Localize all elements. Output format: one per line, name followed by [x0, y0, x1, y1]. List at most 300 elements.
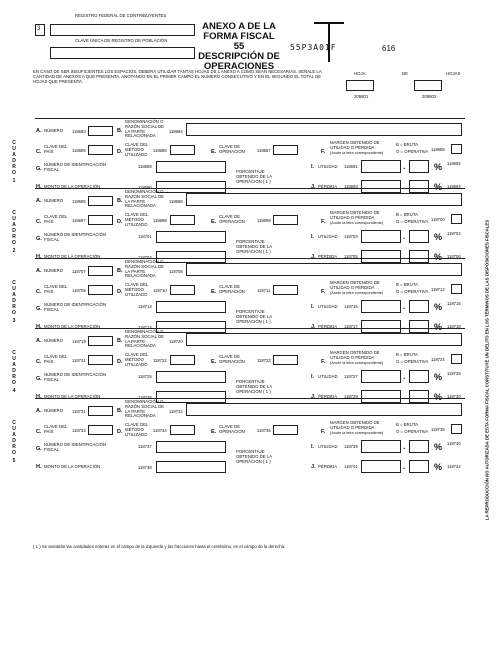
title-line-2: FORMA FISCAL 55 [203, 31, 275, 52]
sec1-utilidad-pct: % [434, 162, 443, 172]
sec5-porcentaje-label: PORCENTAJE OBTENIDO DE LA OPERACIÓN ( 1 ) [236, 449, 272, 464]
sec2-letter-d: D. [117, 219, 123, 225]
sec2-utilidad-dot: . [403, 232, 406, 241]
sec5-letter-d: D. [117, 429, 123, 435]
sec3-letter-e: E. [211, 289, 217, 295]
sec5-numero-field[interactable] [88, 406, 113, 416]
sec2-perdida-pct: % [434, 252, 443, 262]
sec1-num-identificacion-label: NÚMERO DE IDENTIFICACIÓN FISCAL [44, 162, 107, 172]
sec2-clave-pais-label: CLAVE DEL PAÍS [44, 214, 68, 224]
sec1-code-e: 118687 [257, 148, 271, 153]
cuadro-letter: A [12, 362, 16, 368]
sec3-numero-field[interactable] [88, 266, 113, 276]
cuadro-letter: O [12, 310, 16, 316]
rfc-field[interactable] [50, 24, 195, 36]
sec5-numero-label: NÚMERO [44, 408, 64, 413]
form-number: 616 [382, 44, 396, 53]
sec4-code-e: 118723 [257, 358, 271, 363]
title-line-4: OPERACIONES [203, 61, 275, 72]
sec4-utilidad-pct: % [434, 372, 443, 382]
sec4-utilidad-int-field[interactable] [361, 370, 401, 383]
sec3-utilidad-pct: % [434, 302, 443, 312]
sec5-bruta-label: B = BRUTA [396, 422, 419, 427]
rfc-label: REGISTRO FEDERAL DE CONTRIBUYENTES [75, 13, 167, 18]
sec5-code-g: 118737 [138, 444, 152, 449]
sec5-code-e: 118735 [257, 428, 271, 433]
sec1-letter-d: D. [117, 149, 123, 155]
sec2-clave-metodo-field[interactable] [170, 215, 195, 225]
cuadro-number: 1 [12, 178, 16, 184]
sec2-utilidad-int-field[interactable] [361, 230, 401, 243]
sec2-letter-a: A. [36, 198, 42, 204]
sec4-code-i: 118727 [344, 374, 358, 379]
sec3-clave-metodo-label: CLAVE DEL MÉTODO UTILIZADO [125, 282, 149, 297]
sec5-perdida-label: PÉRDIDA [318, 464, 338, 469]
sec4-code-g: 118725 [138, 374, 152, 379]
sec4-clave-metodo-field[interactable] [170, 355, 195, 365]
sec4-clave-operacion-field[interactable] [273, 355, 298, 365]
sec2-margen-label: MARGEN OBTENIDO DE UTILIDAD O PÉRDIDA [330, 210, 380, 220]
sec2-letter-i: I. [311, 234, 315, 240]
sec2-perdida-int-field[interactable] [361, 250, 401, 263]
cuadro-letter: O [12, 240, 16, 246]
sec2-numero-field[interactable] [88, 196, 113, 206]
cuadro-letter: C [12, 280, 16, 286]
sec1-margen-field[interactable] [451, 144, 462, 154]
sec1-utilidad-frac-field[interactable] [409, 160, 429, 173]
footnote: ( 1 ) Se anotarán las cantidades enteras en el campo de la izquierda y las fracciones hasta el centésimo, en el campo de la derecha. [33, 544, 286, 549]
cuadro-letter: O [12, 380, 16, 386]
sec1-code-i2: 118692 [447, 161, 461, 166]
sec3-utilidad-int-field[interactable] [361, 300, 401, 313]
sec4-clave-operacion-label: CLAVE DE OPERACIÓN [219, 354, 245, 364]
sec3-letter-h: H. [36, 324, 42, 330]
sec2-margen-field[interactable] [451, 214, 462, 224]
sec1-letter-e: E. [211, 149, 217, 155]
sec1-letter-h: H. [36, 184, 42, 190]
sec1-code-j2: 118694 [447, 184, 461, 189]
sec2-code-i: 118703 [344, 234, 358, 239]
cuadro-letter: A [12, 432, 16, 438]
sec4-num-identificacion-label: NÚMERO DE IDENTIFICACIÓN FISCAL [44, 372, 107, 382]
sec1-num-identificacion-field[interactable] [156, 161, 226, 173]
sec4-code-c: 118721 [72, 358, 86, 363]
sec4-letter-a: A. [36, 338, 42, 344]
sec5-letter-g: G. [36, 446, 42, 452]
sec5-letter-h: H. [36, 464, 42, 470]
sec3-perdida-pct: % [434, 322, 443, 332]
sec4-clave-metodo-label: CLAVE DEL MÉTODO UTILIZADO [125, 352, 149, 367]
sec4-letter-d: D. [117, 359, 123, 365]
sec3-letter-j: J. [311, 324, 316, 330]
sec4-perdida-label: PÉRDIDA [318, 394, 338, 399]
sec4-code-d: 118722 [153, 358, 167, 363]
sec1-perdida-label: PÉRDIDA [318, 184, 338, 189]
sec3-operativa-label: O = OPERATIVA [396, 289, 429, 294]
sec3-code-i2: 118716 [447, 301, 461, 306]
sec2-monto-label: MONTO DE LA OPERACIÓN [44, 254, 101, 259]
sec1-letter-c: C. [36, 149, 42, 155]
sec3-utilidad-frac-field[interactable] [409, 300, 429, 313]
sec2-num-identificacion-label: NÚMERO DE IDENTIFICACIÓN FISCAL [44, 232, 107, 242]
title-line-1: ANEXO A DE LA [202, 21, 276, 32]
sec1-clave-pais-label: CLAVE DEL PAÍS [44, 144, 68, 154]
sec2-utilidad-pct: % [434, 232, 443, 242]
sec2-perdida-dot: . [403, 252, 406, 261]
sec2-code-b: 118696 [169, 199, 183, 204]
sec2-code-a: 118695 [72, 199, 86, 204]
sec4-monto-label: MONTO DE LA OPERACIÓN [44, 394, 101, 399]
cuadro-letter: D [12, 228, 16, 234]
sec5-utilidad-int-field[interactable] [361, 440, 401, 453]
sec5-letter-j: J. [311, 464, 316, 470]
cuadro-letter: C [12, 420, 16, 426]
sec4-num-identificacion-field[interactable] [156, 371, 226, 383]
sec3-clave-metodo-field[interactable] [170, 285, 195, 295]
sec4-utilidad-frac-field[interactable] [409, 370, 429, 383]
sec1-clave-operacion-label: CLAVE DE OPERACIÓN [219, 144, 245, 154]
sec3-denominacion-label: DENOMINACIÓN O RAZÓN SOCIAL DE LA PARTE RELACIONADA [125, 259, 164, 279]
sec2-code-e: 118699 [257, 218, 271, 223]
cuadro-letter: U [12, 286, 16, 292]
sec2-cuadro-label [9, 210, 19, 254]
sec5-clave-pais-label: CLAVE DEL PAÍS [44, 424, 68, 434]
sec1-numero-field[interactable] [88, 126, 113, 136]
sec5-utilidad-pct: % [434, 442, 443, 452]
sec2-top-rule [35, 188, 465, 189]
sec2-perdida-frac-field[interactable] [409, 250, 429, 263]
sec1-monto-label: MONTO DE LA OPERACIÓN [44, 184, 101, 189]
sec1-perdida-int-field[interactable] [361, 180, 401, 193]
sec4-utilidad-dot: . [403, 372, 406, 381]
cuadro-letter: D [12, 368, 16, 374]
sec1-code-f: 118688 [431, 147, 445, 152]
sec2-clave-pais-field[interactable] [88, 215, 113, 225]
sec1-perdida-frac-field[interactable] [409, 180, 429, 193]
sec1-letter-g: G. [36, 166, 42, 172]
sec1-operativa-label: O = OPERATIVA [396, 149, 429, 154]
sec5-cuadro-label [9, 420, 19, 464]
sec3-cuadro-label [9, 280, 19, 324]
sec5-utilidad-label: UTILIDAD [318, 444, 338, 449]
sec3-porcentaje-label: PORCENTAJE OBTENIDO DE LA OPERACIÓN ( 1 ) [236, 309, 272, 324]
sec3-letter-d: D. [117, 289, 123, 295]
hoja-label: HOJA [354, 71, 366, 76]
cuadro-letter: U [12, 426, 16, 432]
sec2-clave-operacion-field[interactable] [273, 215, 298, 225]
sec1-utilidad-int-field[interactable] [361, 160, 401, 173]
sec3-letter-f: F. [321, 289, 326, 295]
sec3-code-j2: 118718 [447, 324, 461, 329]
sec5-code-j: 118741 [344, 464, 358, 469]
sec3-code-e: 118711 [257, 288, 271, 293]
sec5-operativa-label: O = OPERATIVA [396, 429, 429, 434]
sec2-code-j: 118705 [344, 254, 358, 259]
sec4-utilidad-label: UTILIDAD [318, 374, 338, 379]
sec5-clave-pais-field[interactable] [88, 425, 113, 435]
sec1-code-a: 118683 [72, 129, 86, 134]
sec5-code-j2: 118742 [447, 464, 461, 469]
sec3-clave-operacion-label: CLAVE DE OPERACIÓN [219, 284, 245, 294]
sec3-num-identificacion-label: NÚMERO DE IDENTIFICACIÓN FISCAL [44, 302, 107, 312]
sec1-letter-f: F. [321, 149, 326, 155]
sec4-code-j: 118729 [344, 394, 358, 399]
cuadro-letter: A [12, 222, 16, 228]
cuadro-letter: C [12, 210, 16, 216]
sec2-letter-f: F. [321, 219, 326, 225]
sec3-perdida-label: PÉRDIDA [318, 324, 338, 329]
sec4-letter-j: J. [311, 394, 316, 400]
hoja-field[interactable] [346, 80, 374, 91]
sec3-letter-a: A. [36, 268, 42, 274]
cuadro-letter: U [12, 356, 16, 362]
title-line-3: DESCRIPCIÓN DE [198, 51, 280, 62]
sec5-monto-label: MONTO DE LA OPERACIÓN [44, 464, 101, 469]
sec2-letter-e: E. [211, 219, 217, 225]
sec5-clave-operacion-label: CLAVE DE OPERACIÓN [219, 424, 245, 434]
side-legend [477, 160, 497, 580]
sec4-denominacion-label: DENOMINACIÓN O RAZÓN SOCIAL DE LA PARTE RELACIONADA [125, 329, 164, 349]
cuadro-letter: U [12, 146, 16, 152]
sec3-margen-note: (Anote la letra correspondiente) [330, 291, 384, 295]
de-label: DE [402, 71, 408, 76]
sec1-code-c: 118685 [72, 148, 86, 153]
sec1-porcentaje-label: PORCENTAJE OBTENIDO DE LA OPERACIÓN ( 1 ) [236, 169, 272, 184]
sec5-denominacion-label: DENOMINACIÓN O RAZÓN SOCIAL DE LA PARTE RELACIONADA [125, 399, 164, 419]
cuadro-number: 3 [12, 318, 16, 324]
sec3-perdida-frac-field[interactable] [409, 320, 429, 333]
sec2-letter-c: C. [36, 219, 42, 225]
sec3-clave-operacion-field[interactable] [273, 285, 298, 295]
sec1-letter-a: A. [36, 128, 42, 134]
sec5-perdida-frac-field[interactable] [409, 460, 429, 473]
sec4-operativa-label: O = OPERATIVA [396, 359, 429, 364]
sec2-code-d: 118698 [153, 218, 167, 223]
sec4-clave-pais-label: CLAVE DEL PAÍS [44, 354, 68, 364]
cuadro-number: 4 [12, 388, 16, 394]
cuadro-letter: D [12, 158, 16, 164]
sec2-utilidad-label: UTILIDAD [318, 234, 338, 239]
hojas-field[interactable] [414, 80, 442, 91]
sec2-letter-j: J. [311, 254, 316, 260]
sec3-code-i: 118715 [344, 304, 358, 309]
sec1-utilidad-dot: . [403, 162, 406, 171]
sec3-code-b: 118708 [169, 269, 183, 274]
sec4-porcentaje-label: PORCENTAJE OBTENIDO DE LA OPERACIÓN ( 1 ) [236, 379, 272, 394]
curp-label: CLAVE ÚNICA DE REGISTRO DE POBLACIÓN [75, 38, 168, 43]
sec5-code-a: 118731 [72, 409, 86, 414]
sec5-letter-b: B. [117, 408, 123, 414]
sec5-margen-label: MARGEN OBTENIDO DE UTILIDAD O PÉRDIDA [330, 420, 380, 430]
sec5-code-b: 118732 [169, 409, 183, 414]
sec4-code-a: 118719 [72, 339, 86, 344]
sec5-num-identificacion-field[interactable] [156, 441, 226, 453]
sec1-code-j: 118693 [344, 184, 358, 189]
sec5-denominacion-field[interactable] [186, 403, 462, 416]
sec4-letter-h: H. [36, 394, 42, 400]
sec3-margen-field[interactable] [451, 284, 462, 294]
sec3-code-h: 118714 [138, 325, 152, 330]
sec2-num-identificacion-field[interactable] [156, 231, 226, 243]
sec1-code-h: 118690 [138, 185, 152, 190]
sec2-denominacion-field[interactable] [186, 193, 462, 206]
hojas-code: 205802 [422, 94, 437, 99]
sec4-letter-f: F. [321, 359, 326, 365]
sec5-letter-f: F. [321, 429, 326, 435]
sec5-letter-e: E. [211, 429, 217, 435]
sec2-numero-label: NÚMERO [44, 198, 64, 203]
cuadro-letter: D [12, 438, 16, 444]
sec1-denominacion-label: DENOMINACIÓN O RAZÓN SOCIAL DE LA PARTE RELACIONADA [125, 119, 164, 139]
sec3-denominacion-field[interactable] [186, 263, 462, 276]
sec4-letter-g: G. [36, 376, 42, 382]
sec4-code-f: 118724 [431, 357, 445, 362]
sec4-perdida-int-field[interactable] [361, 390, 401, 403]
sec1-code-d: 118686 [153, 148, 167, 153]
sec1-letter-b: B. [117, 128, 123, 134]
sec5-letter-a: A. [36, 408, 42, 414]
sec1-clave-operacion-field[interactable] [273, 145, 298, 155]
sec4-code-i2: 118728 [447, 371, 461, 376]
sec4-numero-label: NÚMERO [44, 338, 64, 343]
t-mark-vertical [328, 22, 330, 62]
sec3-perdida-int-field[interactable] [361, 320, 401, 333]
sec4-letter-e: E. [211, 359, 217, 365]
sec3-code-f: 118712 [431, 287, 445, 292]
sec5-clave-operacion-field[interactable] [273, 425, 298, 435]
sec2-code-g: 118701 [138, 234, 152, 239]
sec3-numero-label: NÚMERO [44, 268, 64, 273]
sec1-code-b: 118684 [169, 129, 183, 134]
sec2-utilidad-frac-field[interactable] [409, 230, 429, 243]
sec1-top-rule [35, 118, 465, 119]
sec4-code-h: 118726 [138, 395, 152, 400]
sec1-perdida-dot: . [403, 182, 406, 191]
sec5-margen-note: (Anote la letra correspondiente) [330, 431, 384, 435]
sec4-letter-c: C. [36, 359, 42, 365]
sec3-letter-c: C. [36, 289, 42, 295]
sec1-letter-j: J. [311, 184, 316, 190]
sec3-code-d: 118710 [153, 288, 167, 293]
cuadro-letter: R [12, 164, 16, 170]
cuadro-letter: R [12, 234, 16, 240]
sec3-code-g: 118713 [138, 304, 152, 309]
sec3-letter-i: I. [311, 304, 315, 310]
sec1-utilidad-label: UTILIDAD [318, 164, 338, 169]
sec1-code-i: 118691 [344, 164, 358, 169]
sec5-code-i2: 118740 [447, 441, 461, 446]
hojas-label: HOJAS [446, 71, 461, 76]
form-title [198, 22, 280, 72]
cuadro-number: 5 [12, 458, 16, 464]
sec3-letter-b: B. [117, 268, 123, 274]
sec5-perdida-int-field[interactable] [361, 460, 401, 473]
sec4-code-b: 118720 [169, 339, 183, 344]
sec5-monto-field[interactable] [156, 461, 226, 473]
sec4-clave-pais-field[interactable] [88, 355, 113, 365]
sec2-clave-metodo-label: CLAVE DEL MÉTODO UTILIZADO [125, 212, 149, 227]
sec4-letter-b: B. [117, 338, 123, 344]
sec5-clave-metodo-field[interactable] [170, 425, 195, 435]
sec1-clave-pais-field[interactable] [88, 145, 113, 155]
sec2-margen-note: (Anote la letra correspondiente) [330, 221, 384, 225]
sec4-margen-field[interactable] [451, 354, 462, 364]
sec4-denominacion-field[interactable] [186, 333, 462, 346]
sec2-denominacion-label: DENOMINACIÓN O RAZÓN SOCIAL DE LA PARTE RELACIONADA [125, 189, 164, 209]
sec3-monto-label: MONTO DE LA OPERACIÓN [44, 324, 101, 329]
sec2-code-i2: 118704 [447, 231, 461, 236]
sec3-bruta-label: B = BRUTA [396, 282, 419, 287]
page-number: 3 [37, 26, 41, 32]
sec1-bruta-label: B = BRUTA [396, 142, 419, 147]
sec4-numero-field[interactable] [88, 336, 113, 346]
sec1-denominacion-field[interactable] [186, 123, 462, 136]
sec2-code-j2: 118706 [447, 254, 461, 259]
sec3-code-j: 118717 [344, 324, 358, 329]
sec1-clave-metodo-field[interactable] [170, 145, 195, 155]
curp-field[interactable] [50, 47, 195, 59]
cuadro-letter: R [12, 374, 16, 380]
sec5-utilidad-dot: . [403, 442, 406, 451]
sec2-perdida-label: PÉRDIDA [318, 254, 338, 259]
sec2-letter-b: B. [117, 198, 123, 204]
cuadro-letter: A [12, 292, 16, 298]
sec5-code-i: 118739 [344, 444, 358, 449]
sec5-top-rule [35, 398, 465, 399]
sec4-perdida-pct: % [434, 392, 443, 402]
sec2-code-f: 118700 [431, 217, 445, 222]
sec2-letter-g: G. [36, 236, 42, 242]
sec2-bruta-label: B = BRUTA [396, 212, 419, 217]
sec3-utilidad-label: UTILIDAD [318, 304, 338, 309]
sec3-code-a: 118707 [72, 269, 86, 274]
sec1-clave-metodo-label: CLAVE DEL MÉTODO UTILIZADO [125, 142, 149, 157]
cuadro-letter: O [12, 170, 16, 176]
side-legend-text: LA REPRODUCCIÓN NO AUTORIZADA DE ESTA FORMA FISCAL CONSTITUYE UN DELITO EN LOS TÉRMINOS DE LAS DISPOSICIONES FISCALES [484, 219, 490, 521]
sec5-num-identificacion-label: NÚMERO DE IDENTIFICACIÓN FISCAL [44, 442, 107, 452]
sec5-code-f: 118736 [431, 427, 445, 432]
sec4-perdida-dot: . [403, 392, 406, 401]
sec4-bruta-label: B = BRUTA [396, 352, 419, 357]
cuadro-letter: R [12, 304, 16, 310]
sec4-perdida-frac-field[interactable] [409, 390, 429, 403]
cuadro-letter: C [12, 350, 16, 356]
sec3-perdida-dot: . [403, 322, 406, 331]
cuadro-letter: R [12, 444, 16, 450]
sec1-letter-i: I. [311, 164, 315, 170]
sec4-top-rule [35, 328, 465, 329]
sec2-code-h: 118702 [138, 255, 152, 260]
sec1-numero-label: NÚMERO [44, 128, 64, 133]
sec1-cuadro-label [9, 140, 19, 184]
sec4-margen-note: (Anote la letra correspondiente) [330, 361, 384, 365]
sec3-utilidad-dot: . [403, 302, 406, 311]
sec5-letter-i: I. [311, 444, 315, 450]
sec3-num-identificacion-field[interactable] [156, 301, 226, 313]
sec2-letter-h: H. [36, 254, 42, 260]
instructions-text: EN CASO DE SER INSUFICIENTES LOS ESPACIOS, DEBERÁ UTILIZAR TANTAS HOJAS DE L ANEXO A COMO SEAN NECESARIAS. SEÑALE LA CANTIDAD DE ANEXOS A QUE PRESENTA, ANOTANDO EN EL PRIMER CAMPO EL NÚMERO CONSECUTIVO Y EN EL SEGUNDO EL TOTAL DE HOJAS QUE PRESENTA. [33, 69, 322, 84]
sec5-utilidad-frac-field[interactable] [409, 440, 429, 453]
cuadro-number: 2 [12, 248, 16, 254]
sec2-code-c: 118697 [72, 218, 86, 223]
sec5-margen-field[interactable] [451, 424, 462, 434]
cuadro-letter: C [12, 140, 16, 146]
sec5-code-h: 118738 [138, 465, 152, 470]
cuadro-letter: D [12, 298, 16, 304]
sec5-perdida-pct: % [434, 462, 443, 472]
sec1-perdida-pct: % [434, 182, 443, 192]
sec3-clave-pais-field[interactable] [88, 285, 113, 295]
